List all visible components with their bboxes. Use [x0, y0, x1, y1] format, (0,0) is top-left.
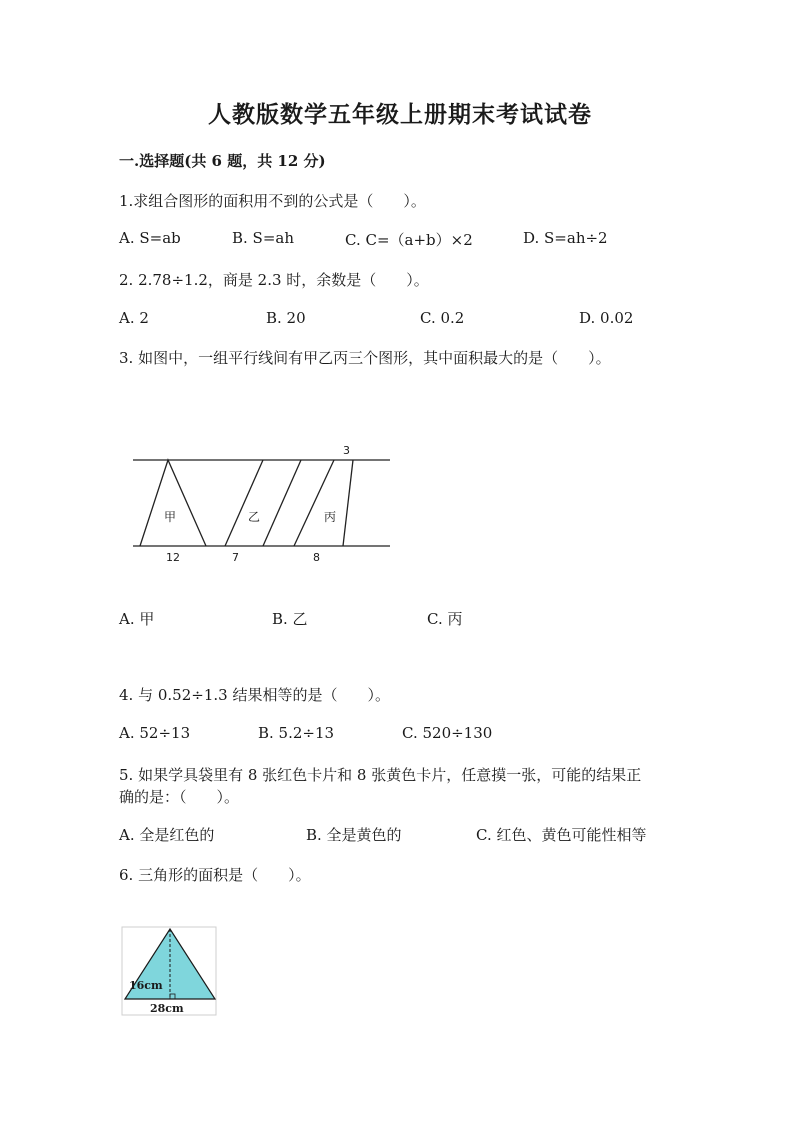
question-5-line-1: 5. 如果学具袋里有 8 张红色卡片和 8 张黄色卡片，任意摸一张，可能的结果正 [119, 766, 642, 784]
q4-option-a[interactable]: A. 52÷13 [119, 724, 191, 742]
q1-option-d[interactable]: D. S=ah÷2 [523, 229, 608, 247]
figure-label-bing: 丙 [324, 510, 337, 524]
figure-label-jia: 甲 [164, 510, 177, 524]
parallelogram-yi-right [263, 460, 301, 546]
q2-option-d[interactable]: D. 0.02 [579, 309, 634, 327]
q4-option-b[interactable]: B. 5.2÷13 [258, 724, 335, 742]
q2-option-c[interactable]: C. 0.2 [420, 309, 465, 327]
section-heading: 一.选择题(共 6 题，共 12 分) [119, 152, 326, 170]
figure-label-top-3: 3 [343, 444, 350, 457]
q3-option-a[interactable]: A. 甲 [119, 610, 155, 628]
figure-label-12: 12 [166, 551, 180, 564]
q2-option-b[interactable]: B. 20 [266, 309, 306, 327]
figure-label-yi: 乙 [248, 510, 261, 524]
q4-option-c[interactable]: C. 520÷130 [402, 724, 493, 742]
question-1: 1.求组合图形的面积用不到的公式是（ ）。 [119, 192, 426, 210]
question-2: 2. 2.78÷1.2，商是 2.3 时，余数是（ ）。 [119, 271, 429, 289]
question-6: 6. 三角形的面积是（ ）。 [119, 866, 311, 884]
q5-option-a[interactable]: A. 全是红色的 [119, 826, 215, 844]
q2-option-a[interactable]: A. 2 [119, 309, 149, 327]
question-4: 4. 与 0.52÷1.3 结果相等的是（ ）。 [119, 686, 390, 704]
q1-option-a[interactable]: A. S=ab [119, 229, 181, 247]
q1-option-c[interactable]: C. C=（a+b）×2 [345, 231, 473, 249]
q3-option-c[interactable]: C. 丙 [427, 610, 463, 628]
page-title: 人教版数学五年级上册期末考试试卷 [208, 101, 592, 128]
trapezoid-bing-left [294, 460, 337, 546]
parallelogram-yi-left [225, 460, 263, 546]
question-5-line-2: 确的是：（ ）。 [119, 788, 240, 806]
q5-option-c[interactable]: C. 红色、黄色可能性相等 [476, 826, 647, 844]
trapezoid-bing-right [343, 460, 353, 546]
triangle-jia [140, 460, 206, 546]
figure-label-8: 8 [313, 551, 320, 564]
q1-option-b[interactable]: B. S=ah [232, 229, 295, 247]
q5-option-b[interactable]: B. 全是黄色的 [306, 826, 402, 844]
figure-label-7: 7 [232, 551, 239, 564]
triangle-base-label: 28cm [150, 1002, 184, 1015]
triangle-height-label: 16cm [129, 979, 163, 992]
question-3: 3. 如图中，一组平行线间有甲乙丙三个图形，其中面积最大的是（ ）。 [119, 349, 611, 367]
q3-option-b[interactable]: B. 乙 [272, 610, 308, 628]
